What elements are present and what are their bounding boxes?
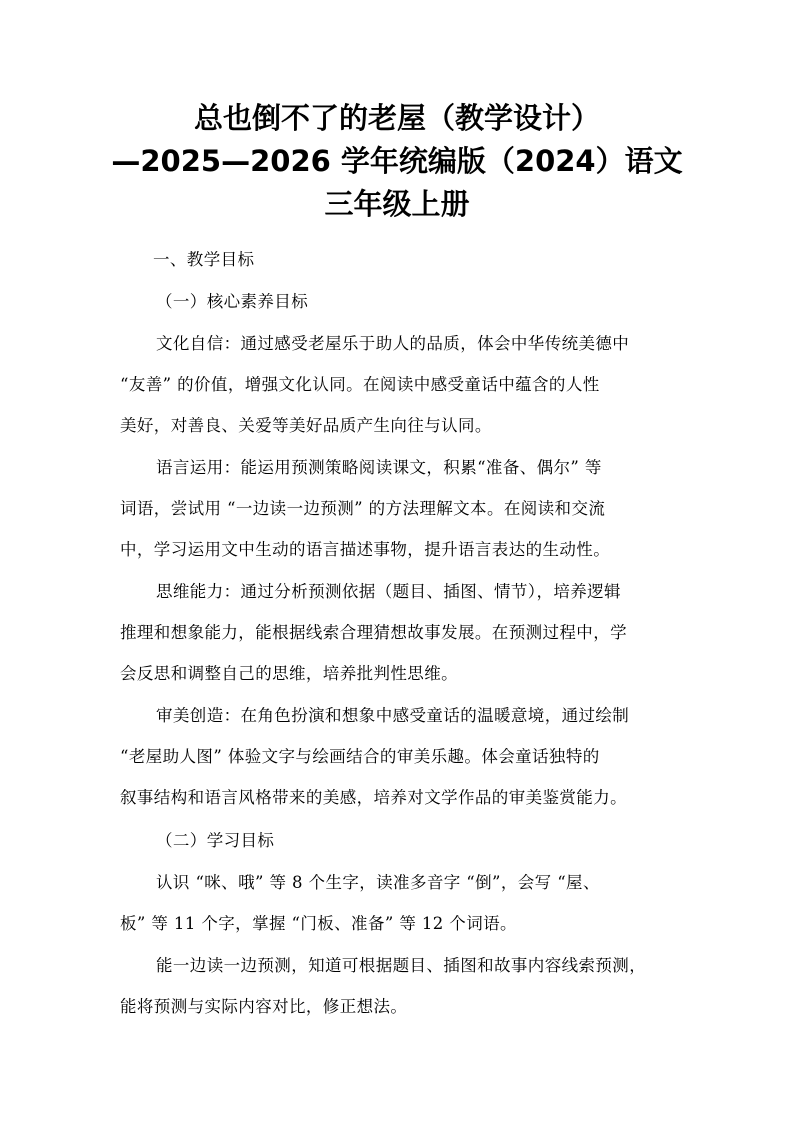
paragraph-line: “友善” 的价值，增强文化认同。在阅读中感受童话中蕴含的人性 [120,375,600,394]
paragraph-line: 语言运用：能运用预测策略阅读课文，积累“准备、偶尔” 等 [156,458,602,477]
paragraph-line: 会反思和调整自己的思维，培养批判性思维。 [120,664,458,683]
subsection-heading-learning-goals: （二）学习目标 [156,831,275,850]
document-title-line-1: 总也倒不了的老屋（教学设计） [193,101,600,135]
paragraph-line: 推理和想象能力，能根据线索合理猜想故事发展。在预测过程中，学 [120,623,627,642]
subsection-heading-core-literacy: （一）核心素养目标 [156,292,309,311]
paragraph-line: 认识 “咪、哦” 等 8 个生字，读准多音字 “倒”，会写 “屋、 [156,873,600,892]
section-heading-teaching-goals: 一、教学目标 [153,250,255,269]
paragraph-line: 词语，尝试用 “一边读一边预测” 的方法理解文本。在阅读和交流 [120,499,606,518]
document-title-line-3: 三年级上册 [324,187,470,221]
document-title-line-2: —2025—2026 学年统编版（2024）语文 [111,144,683,178]
paragraph-line: 中，学习运用文中生动的语言描述事物，提升语言表达的生动性。 [120,540,611,559]
paragraph-line: 叙事结构和语言风格带来的美感，培养对文学作品的审美鉴赏能力。 [120,788,627,807]
paragraph-line: “老屋助人图” 体验文字与绘画结合的审美乐趣。体会童话独特的 [120,747,600,766]
paragraph-line: 能一边读一边预测，知道可根据题目、插图和故事内容线索预测， [156,956,647,975]
paragraph-line: 文化自信：通过感受老屋乐于助人的品质，体会中华传统美德中 [156,334,630,353]
paragraph-line: 能将预测与实际内容对比，修正想法。 [120,997,408,1016]
paragraph-line: 美好，对善良、关爱等美好品质产生向往与认同。 [120,416,492,435]
paragraph-line: 板” 等 11 个字，掌握 “门板、准备” 等 12 个词语。 [120,914,517,933]
paragraph-line: 审美创造：在角色扮演和想象中感受童话的温暖意境，通过绘制 [156,706,630,725]
paragraph-line: 思维能力：通过分析预测依据（题目、插图、情节），培养逻辑 [156,582,621,601]
